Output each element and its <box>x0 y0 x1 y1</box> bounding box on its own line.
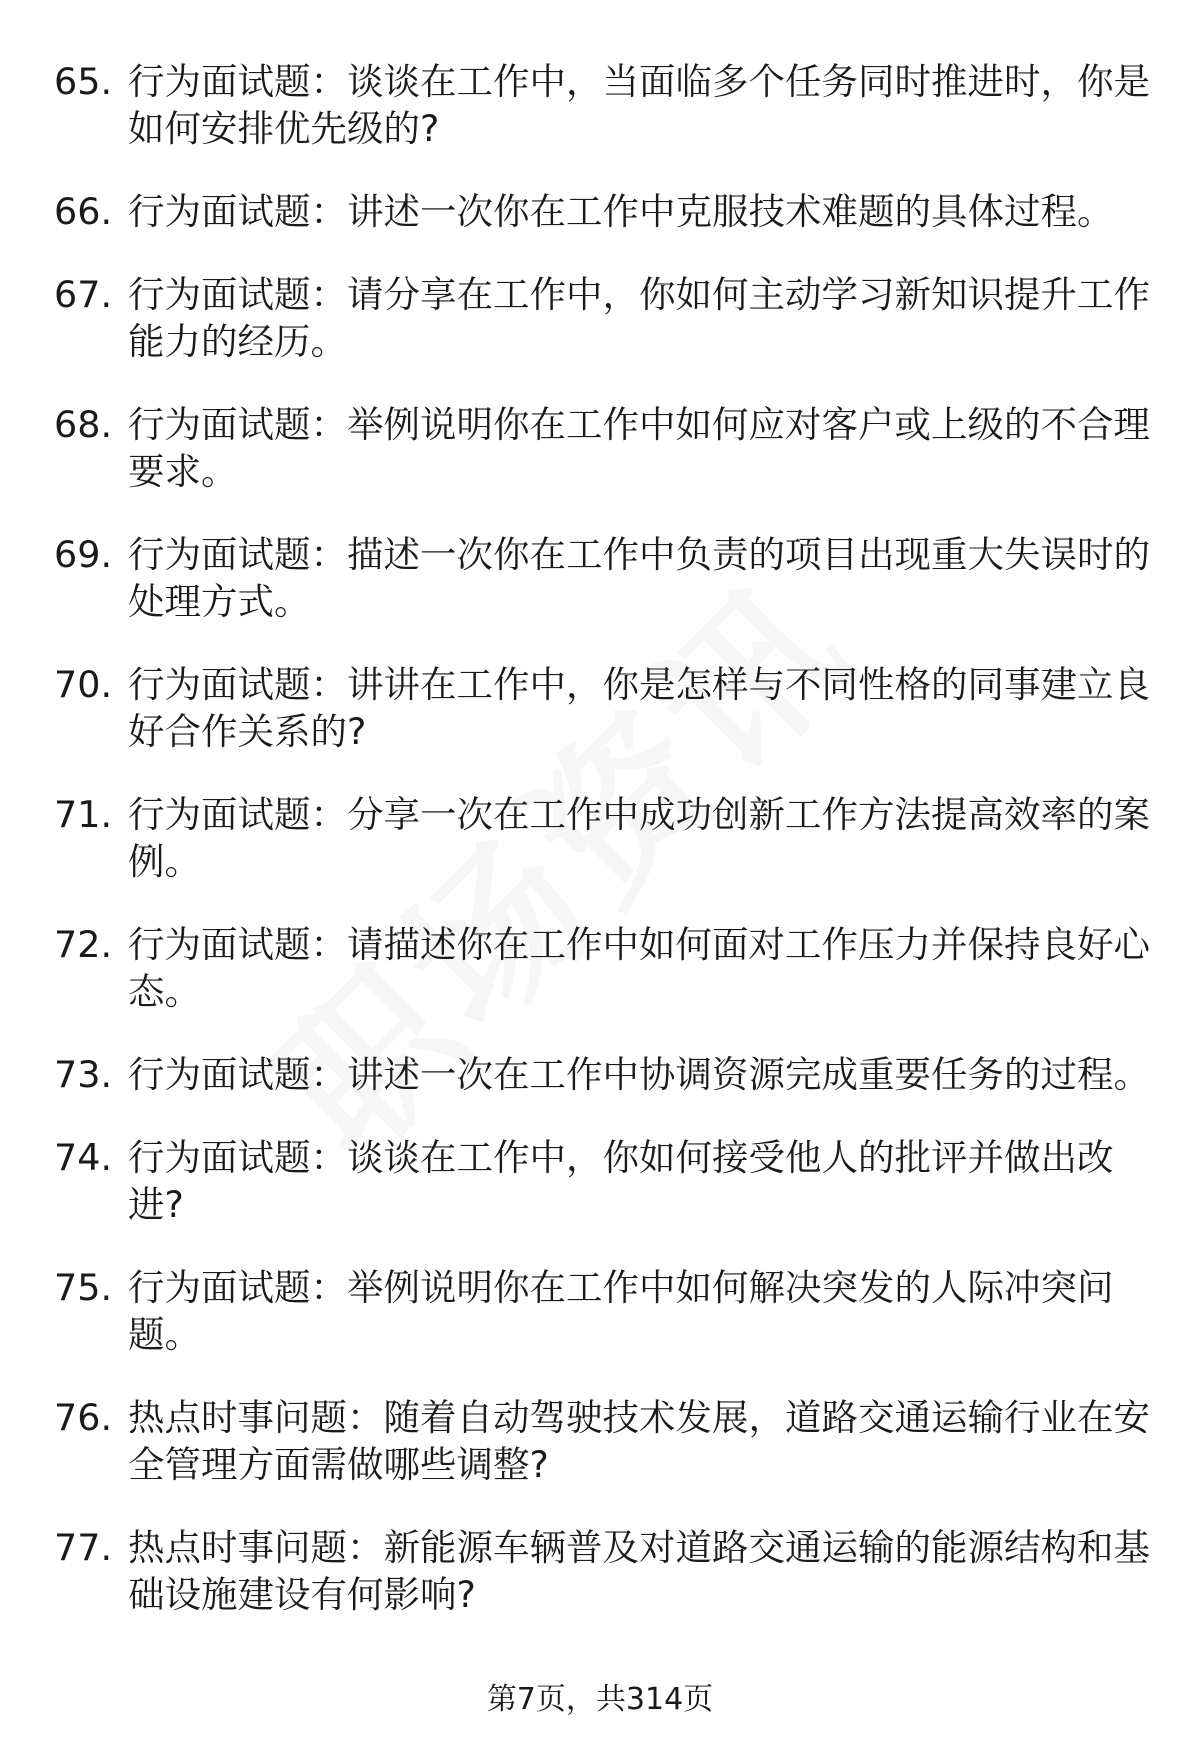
page-footer <box>0 1680 1200 1720</box>
question-number: 71. <box>54 793 113 836</box>
question-item <box>54 1051 1150 1098</box>
question-item <box>54 791 1150 885</box>
question-number: 68. <box>54 403 113 446</box>
question-item <box>54 1524 1150 1618</box>
question-text: 热点时事问题：随着自动驾驶技术发展，道路交通运输行业在安全管理方面需做哪些调整? <box>128 1396 1150 1486</box>
question-item <box>54 1394 1150 1488</box>
question-number: 67. <box>54 273 113 316</box>
question-number: 74. <box>54 1136 113 1179</box>
question-item <box>54 58 1150 152</box>
question-number: 76. <box>54 1396 113 1439</box>
question-text: 行为面试题：谈谈在工作中，当面临多个任务同时推进时，你是如何安排优先级的? <box>128 60 1150 150</box>
question-text: 行为面试题：举例说明你在工作中如何解决突发的人际冲突问题。 <box>128 1266 1114 1356</box>
question-text: 行为面试题：描述一次你在工作中负责的项目出现重大失误时的处理方式。 <box>128 533 1150 623</box>
question-number: 70. <box>54 663 113 706</box>
question-number: 73. <box>54 1053 113 1096</box>
question-item <box>54 1134 1150 1228</box>
question-item <box>54 188 1150 235</box>
question-text: 行为面试题：请描述你在工作中如何面对工作压力并保持良好心态。 <box>128 923 1150 1013</box>
question-text: 热点时事问题：新能源车辆普及对道路交通运输的能源结构和基础设施建设有何影响? <box>128 1526 1150 1616</box>
question-item <box>54 271 1150 365</box>
question-text: 行为面试题：讲述一次你在工作中克服技术难题的具体过程。 <box>128 190 1114 233</box>
question-item <box>54 531 1150 625</box>
question-number: 75. <box>54 1266 113 1309</box>
question-number: 69. <box>54 533 113 576</box>
question-list <box>54 58 1150 1654</box>
question-text: 行为面试题：讲讲在工作中，你是怎样与不同性格的同事建立良好合作关系的? <box>128 663 1150 753</box>
question-text: 行为面试题：请分享在工作中，你如何主动学习新知识提升工作能力的经历。 <box>128 273 1150 363</box>
question-text: 行为面试题：分享一次在工作中成功创新工作方法提高效率的案例。 <box>128 793 1150 883</box>
question-number: 72. <box>54 923 113 966</box>
question-item <box>54 921 1150 1015</box>
question-number: 66. <box>54 190 113 233</box>
page-number-label: 第7页，共314页 <box>486 1682 714 1717</box>
question-item <box>54 661 1150 755</box>
question-number: 65. <box>54 60 113 103</box>
question-text: 行为面试题：举例说明你在工作中如何应对客户或上级的不合理要求。 <box>128 403 1150 493</box>
question-item <box>54 1264 1150 1358</box>
question-text: 行为面试题：谈谈在工作中，你如何接受他人的批评并做出改进? <box>128 1136 1114 1226</box>
question-text: 行为面试题：讲述一次在工作中协调资源完成重要任务的过程。 <box>128 1053 1150 1096</box>
question-item <box>54 401 1150 495</box>
question-number: 77. <box>54 1526 113 1569</box>
